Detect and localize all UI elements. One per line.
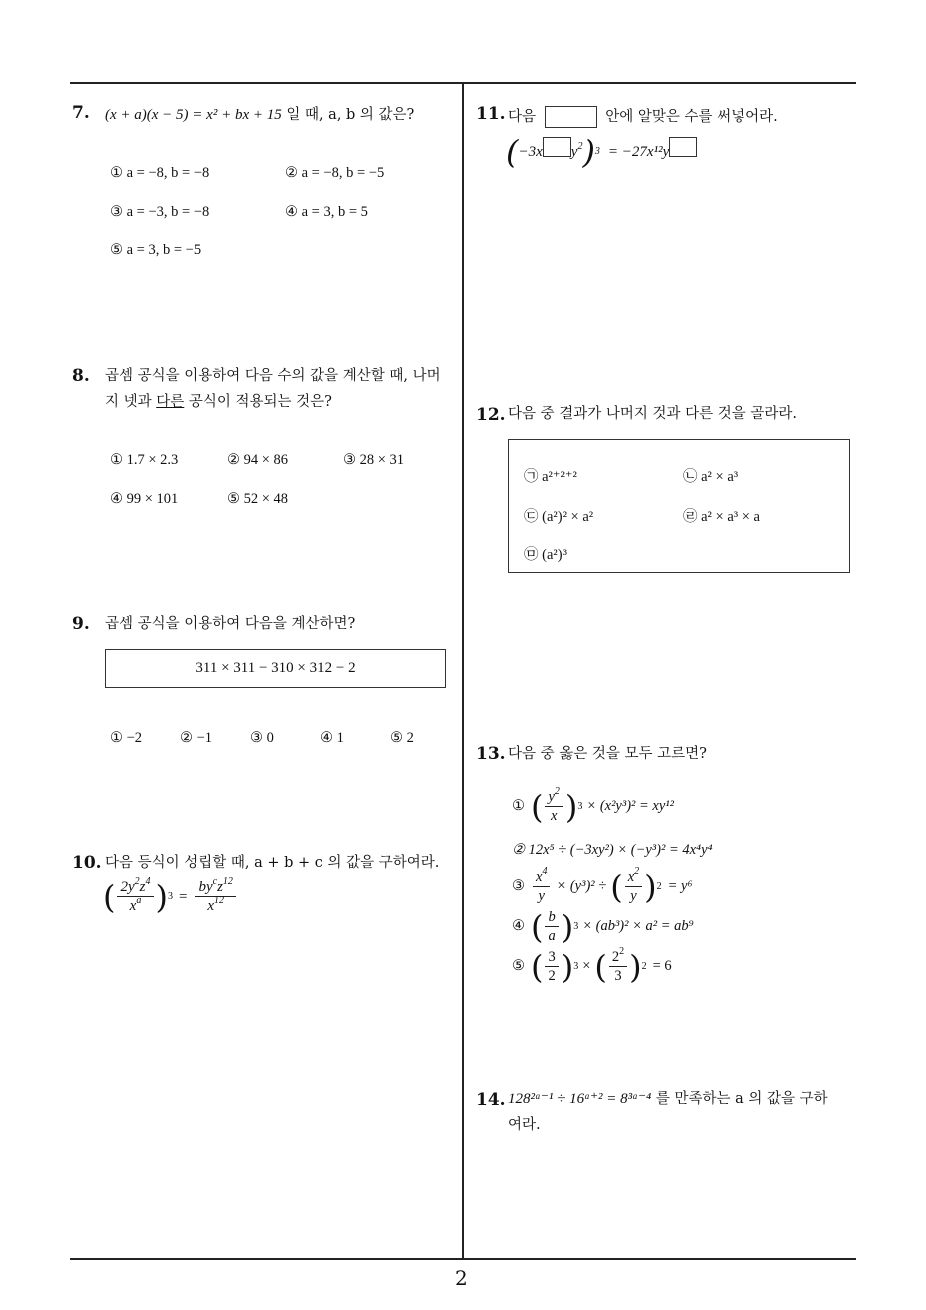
q12-item-5: ㉤ (a²)³ <box>524 547 567 563</box>
q13-option-3-marker: ③ <box>512 878 525 894</box>
paren-open: ( <box>610 867 623 906</box>
q7-option-4[interactable]: ④ a = 3, b = 5 <box>285 204 368 220</box>
paren-open: ( <box>103 877 116 916</box>
q11-equation: ( −3x $y^2$ ) 3 = −27x¹²y <box>506 136 697 168</box>
q13-o1-fraction: $\frac{y^2}{x}$ <box>545 788 562 825</box>
q13-o4-tail: × (ab³)² × a² = ab⁹ <box>582 918 694 934</box>
q13-o3-fraction-1: $\frac{x^4}{y}$ <box>533 868 550 905</box>
q9-number: 9. <box>72 614 90 634</box>
q9-option-5[interactable]: ⑤ 2 <box>390 730 414 746</box>
q11-stem-blank-box <box>545 106 597 128</box>
q13-option-5[interactable]: ⑤ ( $\frac{3}{2}$ ) 3 × ( $\frac{2^2}{3}$ ) 2 = 6 <box>512 946 672 986</box>
q13-option-2[interactable]: ② 12x⁵ ÷ (−3xy²) × (−y³)² = 4x⁴y⁴ <box>512 842 713 858</box>
q14-line2: 여라. <box>508 1117 541 1133</box>
paren-close: ) <box>155 877 168 916</box>
bottom-rule <box>70 1258 856 1260</box>
paren-close: ) <box>644 867 657 906</box>
q13-o5-tail: = 6 <box>652 958 672 974</box>
q8-stem-line2 <box>105 389 332 415</box>
q12-item-2: ㉡ a² × a³ <box>683 469 739 485</box>
q13-option-5-marker: ⑤ <box>512 958 525 974</box>
paren-close: ) <box>560 947 574 986</box>
q13-o3-tail: = y⁶ <box>667 878 693 894</box>
q13-o3-fraction-2: $\frac{x^2}{y}$ <box>625 868 642 905</box>
q9-option-3[interactable]: ③ 0 <box>250 730 274 746</box>
q14-line1-text: 를 만족하는 a 의 값을 구하 <box>655 1091 828 1107</box>
paren-open: ( <box>531 787 544 826</box>
paren-open: ( <box>594 947 607 986</box>
q13-option-4[interactable]: ④ ( $\frac{b}{a}$ ) 3 × (ab³)² × a² = ab⁹ <box>512 907 694 946</box>
q8-option-5[interactable]: ⑤ 52 × 48 <box>227 491 289 507</box>
q8-number: 8. <box>72 366 90 386</box>
q13-stem: 다음 중 옳은 것을 모두 고르면? <box>508 746 707 762</box>
q9-option-4[interactable]: ④ 1 <box>320 730 344 746</box>
q8-underlined-word: 다른 <box>156 394 185 410</box>
q13-number: 13. <box>476 744 506 764</box>
q13-o5-fraction-2: $\frac{2^2}{3}$ <box>609 948 627 985</box>
q9-expression: 311 × 311 − 310 × 312 − 2 <box>195 660 356 676</box>
paren-close: ) <box>564 787 578 826</box>
q11-rhs: = −27x¹²y <box>607 144 670 160</box>
q12-item-4: ㉣ a² × a³ × a <box>683 509 760 525</box>
paren-open: ( <box>531 907 544 946</box>
q13-option-4-marker: ④ <box>512 918 525 934</box>
q11-blank-1[interactable] <box>543 137 571 157</box>
q8-option-2[interactable]: ② 94 × 86 <box>227 452 289 468</box>
q7-option-5[interactable]: ⑤ a = 3, b = −5 <box>110 242 202 258</box>
q11-blank-2[interactable] <box>669 137 697 157</box>
q13-o3-mid: × (y³)² ÷ <box>556 878 607 894</box>
q14-line1-math: 128²ᵃ⁻¹ ÷ 16ᵃ⁺² = 8³ᵃ⁻⁴ <box>508 1091 652 1107</box>
paren-open: ( <box>506 133 519 171</box>
q10-number: 10. <box>72 853 102 873</box>
q7-number: 7. <box>72 103 90 123</box>
q10-lhs-fraction: $\frac{2y^2z^4}{x^a}$ <box>117 878 153 915</box>
q12-item-1: ㉠ a²⁺²⁺² <box>524 469 577 485</box>
q12-stem: 다음 중 결과가 나머지 것과 다른 것을 골라라. <box>508 406 797 422</box>
q8-line2-pre: 지 넷과 <box>105 394 157 410</box>
q7-option-2[interactable]: ② a = −8, b = −5 <box>285 165 385 181</box>
q14-line1 <box>508 1086 828 1112</box>
q11-stem-post: 안에 알맞은 수를 써넣어라. <box>605 109 778 125</box>
q13-option-1-marker: ① <box>512 798 525 814</box>
q10-stem: 다음 등식이 성립할 때, a + b + c 의 값을 구하여라. <box>105 855 440 871</box>
page-number: 2 <box>455 1266 468 1290</box>
q8-option-3[interactable]: ③ 28 × 31 <box>343 452 405 468</box>
q14-number: 14. <box>476 1090 506 1110</box>
q13-o5-fraction-1: $\frac{3}{2}$ <box>545 948 558 985</box>
q9-stem: 곱셈 공식을 이용하여 다음을 계산하면? <box>105 616 356 632</box>
q13-o4-fraction: $\frac{b}{a}$ <box>545 908 558 945</box>
q12-number: 12. <box>476 405 506 425</box>
q7-stem-math: (x + a)(x − 5) = x² + bx + 15 <box>105 107 282 123</box>
paren-close: ) <box>560 907 574 946</box>
q10-equation: ( $\frac{2y^2z^4}{x^a}$ ) 3 = $\frac{by^cz^{12}}{x^{12}}$ <box>103 878 238 915</box>
q8-stem-line1: 곱셈 공식을 이용하여 다음 수의 값을 계산할 때, 나머 <box>105 368 441 384</box>
q9-expression-box <box>105 649 446 688</box>
q9-option-1[interactable]: ① −2 <box>110 730 143 746</box>
column-divider <box>462 83 464 1259</box>
q12-item-3: ㉢ (a²)² × a² <box>524 509 594 525</box>
q8-option-1[interactable]: ① 1.7 × 2.3 <box>110 452 179 468</box>
q8-option-4[interactable]: ④ 99 × 101 <box>110 491 179 507</box>
q7-stem-text: 일 때, a, b 의 값은? <box>286 107 415 123</box>
q8-line2-post: 공식이 적용되는 것은? <box>184 394 332 410</box>
q11-stem-pre: 다음 <box>508 109 537 125</box>
q13-o1-tail: × (x²y³)² = xy¹² <box>586 798 674 814</box>
q11-number: 11. <box>476 104 506 124</box>
q7-stem <box>105 102 414 128</box>
paren-close: ) <box>629 947 642 986</box>
q13-option-1[interactable]: ① ( $\frac{y^2}{x}$ ) 3 × (x²y³)² = xy¹² <box>512 786 674 826</box>
q11-stem <box>508 104 778 130</box>
q9-option-2[interactable]: ② −1 <box>180 730 213 746</box>
q10-rhs-fraction: $\frac{by^cz^{12}}{x^{12}}$ <box>195 878 235 915</box>
q7-option-1[interactable]: ① a = −8, b = −8 <box>110 165 210 181</box>
paren-close: ) <box>582 133 595 171</box>
q7-option-3[interactable]: ③ a = −3, b = −8 <box>110 204 210 220</box>
paren-open: ( <box>531 947 544 986</box>
q13-option-3[interactable]: ③ $\frac{x^4}{y}$ × (y³)² ÷ ( $\frac{x^2}{y}$ ) 2 = y⁶ <box>512 866 693 906</box>
